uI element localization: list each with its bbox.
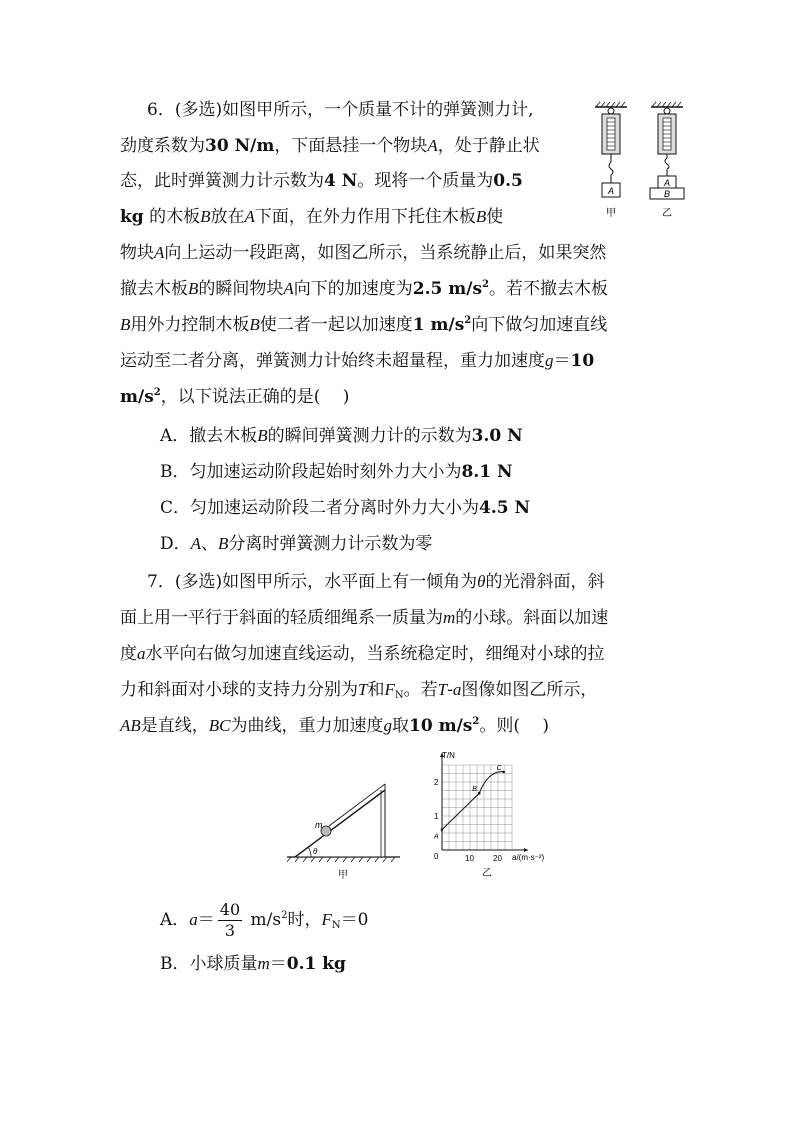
x-tick-label: 10	[465, 854, 474, 863]
q7-incline-figure	[285, 780, 405, 880]
q7-option-b: B．小球质量m＝0.1 kg	[160, 954, 346, 974]
q6-line-8: 运动至二者分离，弹簧测力计始终未超量程，重力加速度g＝10	[120, 351, 595, 371]
q6-line-9: $m/s^2$，以下说法正确的是( )	[120, 387, 350, 407]
q6-line-5: 物块A向上运动一段距离，如图乙所示，当系统静止后，如果突然	[120, 243, 607, 263]
q6-line-4: kg 的木板B放在A下面，在外力作用下托住木板B使	[120, 207, 504, 227]
q7-caption-yi: 乙	[482, 868, 492, 879]
y-tick-label: 0	[434, 852, 439, 861]
chart-x-label: a/(m·s⁻²)	[512, 853, 545, 862]
q6-figure	[590, 100, 700, 225]
q7-line-4: 力和斜面对小球的支持力分别为T和$F_N$。若T-a图像如图乙所示，	[120, 680, 598, 701]
segment-ab	[442, 793, 479, 829]
chart-axes	[434, 753, 528, 863]
q6-option-a: A．撤去木板B的瞬间弹簧测力计的示数为3.0 N	[160, 426, 523, 446]
q6-option-d: D．A、B分离时弹簧测力计示数为零	[160, 534, 433, 554]
x-axis-arrow	[524, 848, 528, 852]
q6-block-a-yi: A	[664, 178, 671, 188]
q6-line-7: B用外力控制木板B使二者一起以加速度1 $m/s^2$向下做匀加速直线	[120, 315, 608, 335]
chart-grid	[442, 765, 512, 850]
q6-option-b: B．匀加速运动阶段起始时刻外力大小为8.1 N	[160, 462, 513, 482]
ball	[321, 826, 331, 836]
y-tick-label: 1	[434, 812, 439, 821]
q7-line-5: AB是直线，BC为曲线，重力加速度g取10 $m/s^2$。则( )	[120, 716, 549, 736]
q7-caption-jia: 甲	[338, 870, 348, 880]
ball-label: m	[315, 820, 323, 830]
q7-t-a-chart	[420, 745, 550, 880]
q7-option-a: A．a＝ $\frac{40}{3}$ $m/s^2$时，$F_N=0$	[160, 900, 369, 940]
point-label-b: B	[472, 786, 477, 794]
q6-line-2: 劲度系数为30 N/m，下面悬挂一个物块A，处于静止状	[120, 136, 540, 156]
q6-caption-jia: 甲	[606, 208, 616, 219]
q6-spring-scale-jia	[595, 102, 627, 219]
x-tick-label: 20	[493, 854, 502, 863]
q6-line-3: 态，此时弹簧测力计示数为4 N。现将一个质量为0.5	[120, 171, 523, 191]
point-label-c: C	[496, 764, 502, 772]
point-c	[502, 771, 505, 774]
q6-spring-scale-yi	[650, 102, 684, 219]
y-tick-label: 2	[434, 778, 439, 787]
q7-line-2: 面上用一平行于斜面的轻质细绳系一质量为m的小球。斜面以加速	[120, 608, 609, 628]
q6-line-6: 撤去木板B的瞬间物块A向下的加速度为2.5 $m/s^2$。若不撤去木板	[120, 279, 609, 299]
point-a	[441, 828, 444, 831]
angle-label: θ	[313, 847, 318, 856]
q6-caption-yi: 乙	[662, 208, 672, 219]
q7-line-1: 7．(多选)如图甲所示，水平面上有一倾角为θ的光滑斜面，斜	[147, 572, 605, 592]
q6-block-a-jia: A	[608, 186, 615, 196]
curve-bc	[479, 772, 503, 794]
fraction-denominator: 3	[224, 921, 236, 940]
fraction-numerator: 40	[219, 900, 241, 919]
q6-line-1: 6．(多选)如图甲所示，一个质量不计的弹簧测力计,	[147, 100, 534, 120]
q6-option-c: C．匀加速运动阶段二者分离时外力大小为4.5 N	[160, 498, 531, 518]
q7-line-3: 度a水平向右做匀加速直线运动，当系统稳定时，细绳对小球的拉	[120, 644, 605, 664]
chart-marks	[433, 765, 505, 841]
point-b	[478, 792, 481, 795]
q6-board-b-yi: B	[664, 189, 671, 199]
chart-y-label: T/N	[442, 751, 455, 760]
fraction-40-3	[218, 900, 242, 941]
point-label-a: A	[434, 833, 439, 841]
